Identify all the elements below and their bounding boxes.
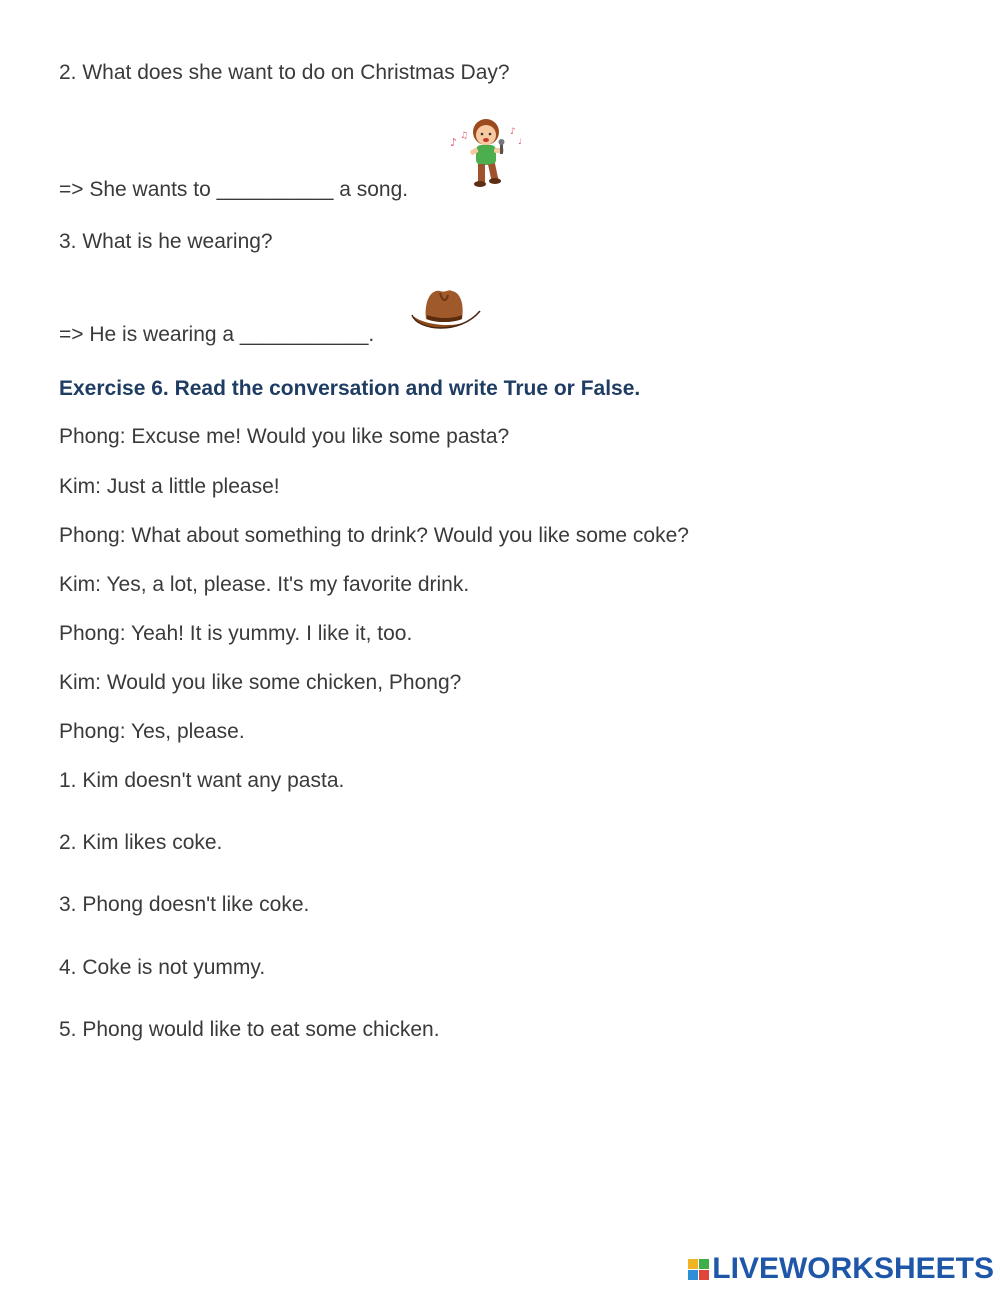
dialogue-line: Kim: Would you like some chicken, Phong? xyxy=(59,671,462,694)
statement-2: 2. Kim likes coke. xyxy=(59,831,223,854)
svg-text:♪: ♪ xyxy=(510,127,516,137)
svg-text:♪: ♪ xyxy=(450,136,458,149)
answer-3: => He is wearing a ___________. xyxy=(59,323,375,346)
logo-mark-icon xyxy=(688,1259,709,1280)
statement-4: 4. Coke is not yummy. xyxy=(59,956,266,979)
dialogue-line: Phong: Excuse me! Would you like some pasta? xyxy=(59,425,510,448)
answer-2: => She wants to __________ a song. xyxy=(59,178,409,201)
question-2: 2. What does she want to do on Christmas Day? xyxy=(59,61,510,84)
question-3: 3. What is he wearing? xyxy=(59,230,273,253)
dialogue-line: Phong: What about something to drink? Would you like some coke? xyxy=(59,524,689,547)
dialogue-line: Kim: Yes, a lot, please. It's my favorite drink. xyxy=(59,573,470,596)
exercise-6-heading: Exercise 6. Read the conversation and write True or False. xyxy=(59,377,641,400)
svg-text:♫: ♫ xyxy=(460,131,469,141)
statement-3: 3. Phong doesn't like coke. xyxy=(59,893,310,916)
liveworksheets-logo xyxy=(688,1252,994,1286)
cowboy-hat-icon xyxy=(408,285,484,341)
dialogue-line: Phong: Yeah! It is yummy. I like it, too. xyxy=(59,622,413,645)
singing-child-icon xyxy=(442,112,532,194)
statement-5: 5. Phong would like to eat some chicken. xyxy=(59,1018,440,1041)
statement-1: 1. Kim doesn't want any pasta. xyxy=(59,769,345,792)
svg-text:♩: ♩ xyxy=(518,137,522,146)
dialogue-line: Phong: Yes, please. xyxy=(59,720,245,743)
logo-text: LIVEWORKSHEETS xyxy=(712,1252,994,1285)
dialogue-line: Kim: Just a little please! xyxy=(59,475,280,498)
